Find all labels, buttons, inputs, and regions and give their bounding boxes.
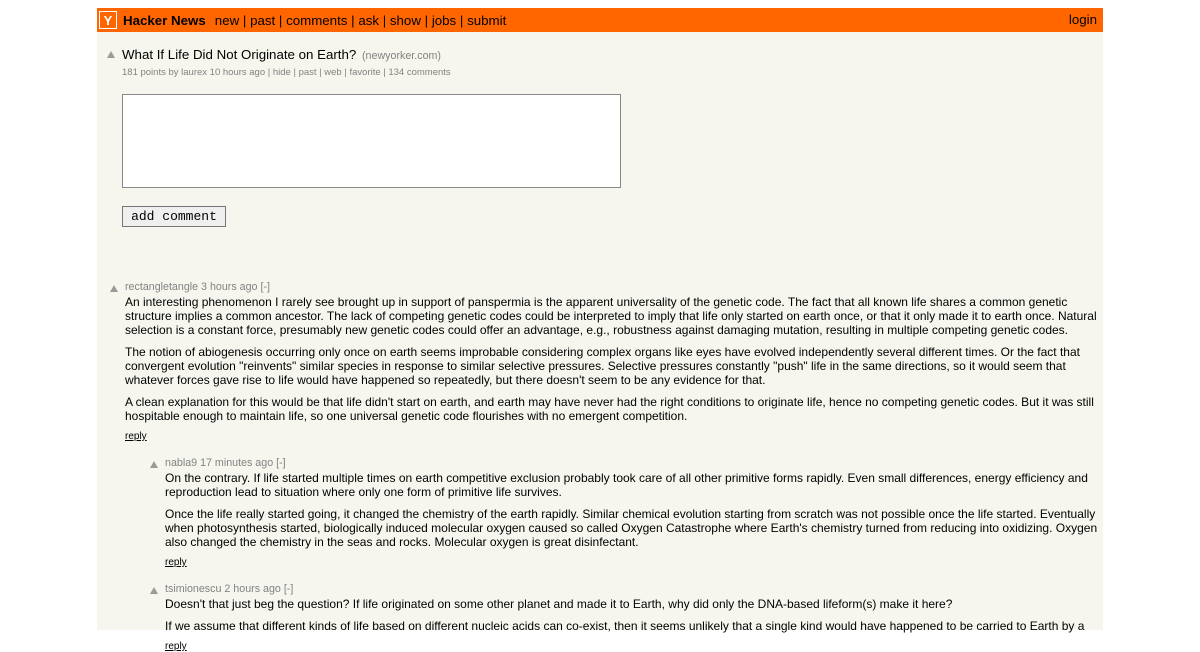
- reply-link[interactable]: reply: [125, 431, 147, 442]
- page: [97, 8, 1103, 652]
- nav-past[interactable]: past: [250, 12, 276, 28]
- comment-head: tsimionescu 2 hours ago [-]: [165, 583, 294, 595]
- story-title-link[interactable]: What If Life Did Not Originate on Earth?: [122, 47, 357, 62]
- nav-show[interactable]: show: [389, 12, 421, 28]
- comment-paragraph: If we assume that different kinds of life based on different nucleic acids can co-exist, then it seems unlikely that a single kind would have happened to be carried to Earth by a: [165, 619, 1085, 633]
- upvote-arrow-icon[interactable]: [110, 285, 118, 292]
- comment-paragraph: An interesting phenomenon I rarely see brought up in support of panspermia is the apparent universality of the genetic code. The fact that all known life shares a common genetic structure implies a common ancestor. The lack of competing genetic codes could be interpreted to imply that life only started on earth once, or that it only made it to earth once. Natural selection is a constant force, presumably new genetic codes could offer an advantage, e.g., robustness against damaging mutation, resulting in multiple competing genetic codes.: [125, 295, 1097, 337]
- comment-paragraph: On the contrary. If life started multiple times on earth competitive exclusion probably took care of all other primitive forms rapidly. Even small differences, energy efficiency and reproduction lead to situation where only one form of primitive life survives.: [165, 471, 1088, 499]
- nav-separator: |: [242, 12, 247, 28]
- comment-text: [165, 597, 1099, 633]
- nav-separator: |: [459, 12, 464, 28]
- nav-new[interactable]: new: [214, 12, 240, 28]
- login-link[interactable]: login: [1068, 12, 1097, 27]
- upvote-arrow-icon[interactable]: [107, 51, 115, 58]
- comment: [125, 281, 1099, 442]
- nav-separator: |: [382, 12, 387, 28]
- nav-separator: |: [424, 12, 429, 28]
- nav-submit[interactable]: submit: [467, 12, 507, 28]
- nav-ask[interactable]: ask: [358, 12, 380, 28]
- comment-text: [165, 471, 1099, 549]
- nav-separator: |: [278, 12, 283, 28]
- story-subtext: 181 points by laurex 10 hours ago | hide | past | web | favorite | 134 comments: [122, 67, 451, 78]
- comment: [165, 457, 1099, 568]
- comment-paragraph: Once the life really started going, it changed the chemistry of the earth rapidly. Similar chemical evolution starting from scratch was not possible once the life started. Eventually when photosynthesis started, biologically induced molecular oxygen caused so called Oxygen Catastrophe where Earth's chemistry turned from reducing into oxidizing. Oxygen also changed the chemistry in the seas and rocks. Molecular oxygen is great disinfectant.: [165, 507, 1098, 549]
- nav-separator: |: [351, 12, 355, 28]
- header-bar: [97, 8, 1103, 32]
- story-site[interactable]: (newyorker.com): [362, 50, 441, 62]
- upvote-arrow-icon[interactable]: [150, 461, 158, 468]
- comment-head: nabla9 17 minutes ago [-]: [165, 457, 286, 469]
- comment-paragraph: A clean explanation for this would be that life didn't start on earth, and earth may have never had the right conditions to originate life, hence no competing genetic codes. But it was still hospitable enough to maintain life, so one universal genetic code flourishes with no emergent competition.: [125, 395, 1094, 423]
- top-nav: [215, 13, 506, 28]
- y-logo-icon[interactable]: Y: [99, 11, 117, 29]
- story-title-row: [122, 47, 441, 62]
- reply-link[interactable]: reply: [165, 557, 187, 568]
- comment-paragraph: Doesn't that just beg the question? If life originated on some other planet and made it to Earth, why did only the DNA-based lifeform(s) make it here?: [165, 597, 953, 611]
- nav-comments[interactable]: comments: [286, 12, 348, 28]
- comment-paragraph: The notion of abiogenesis occurring only once on earth seems improbable considering complex organs like eyes have evolved independently several different times. Or the fact that convergent evolution "reinvents" similar species in response to similar selective pressures. Selective pressures constantly "push" life in the same directions, so it would seem that whatever forces gave rise to life would have happened so repeatedly, but there doesn't seem to be any evidence for that.: [125, 345, 1080, 387]
- comment-textarea[interactable]: [122, 94, 621, 188]
- site-brand[interactable]: Hacker News: [123, 12, 206, 28]
- comment: [165, 583, 1099, 652]
- comment-text: [125, 295, 1099, 423]
- upvote-arrow-icon[interactable]: [150, 587, 158, 594]
- nav-jobs[interactable]: jobs: [431, 12, 457, 28]
- add-comment-button[interactable]: add comment: [122, 206, 226, 227]
- reply-link[interactable]: reply: [165, 641, 187, 652]
- comment-head: rectangletangle 3 hours ago [-]: [125, 281, 270, 293]
